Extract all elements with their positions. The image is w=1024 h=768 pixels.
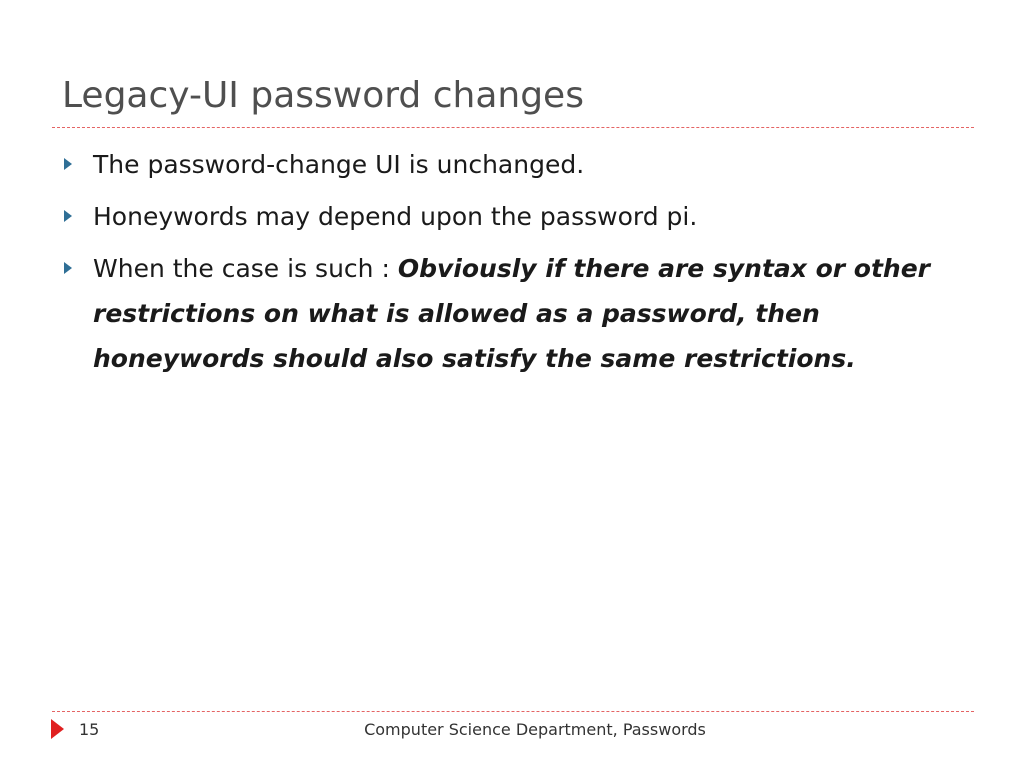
title-divider <box>52 127 974 128</box>
bullet-text: When the case is such : <box>93 254 398 283</box>
bullet-item <box>62 194 962 239</box>
bullet-list <box>62 142 962 388</box>
page-number: 15 <box>79 720 100 739</box>
triangle-right-icon <box>64 210 72 222</box>
triangle-right-icon <box>64 262 72 274</box>
footer-text: Computer Science Department, Passwords <box>364 720 706 739</box>
bullet-text: The password-change UI is unchanged. <box>93 150 585 179</box>
bullet-item <box>62 142 962 187</box>
footer-divider <box>52 711 974 712</box>
slide-title: Legacy-UI password changes <box>62 75 584 116</box>
bullet-text: Honeywords may depend upon the password pi. <box>93 202 698 231</box>
bullet-item <box>62 246 962 381</box>
triangle-right-icon <box>64 158 72 170</box>
bullet-emphasis-text: Obviously if there are syntax or other restrictions on what is allowed as a password, then honeywords should also satisfy the same restrictions. <box>93 254 931 373</box>
